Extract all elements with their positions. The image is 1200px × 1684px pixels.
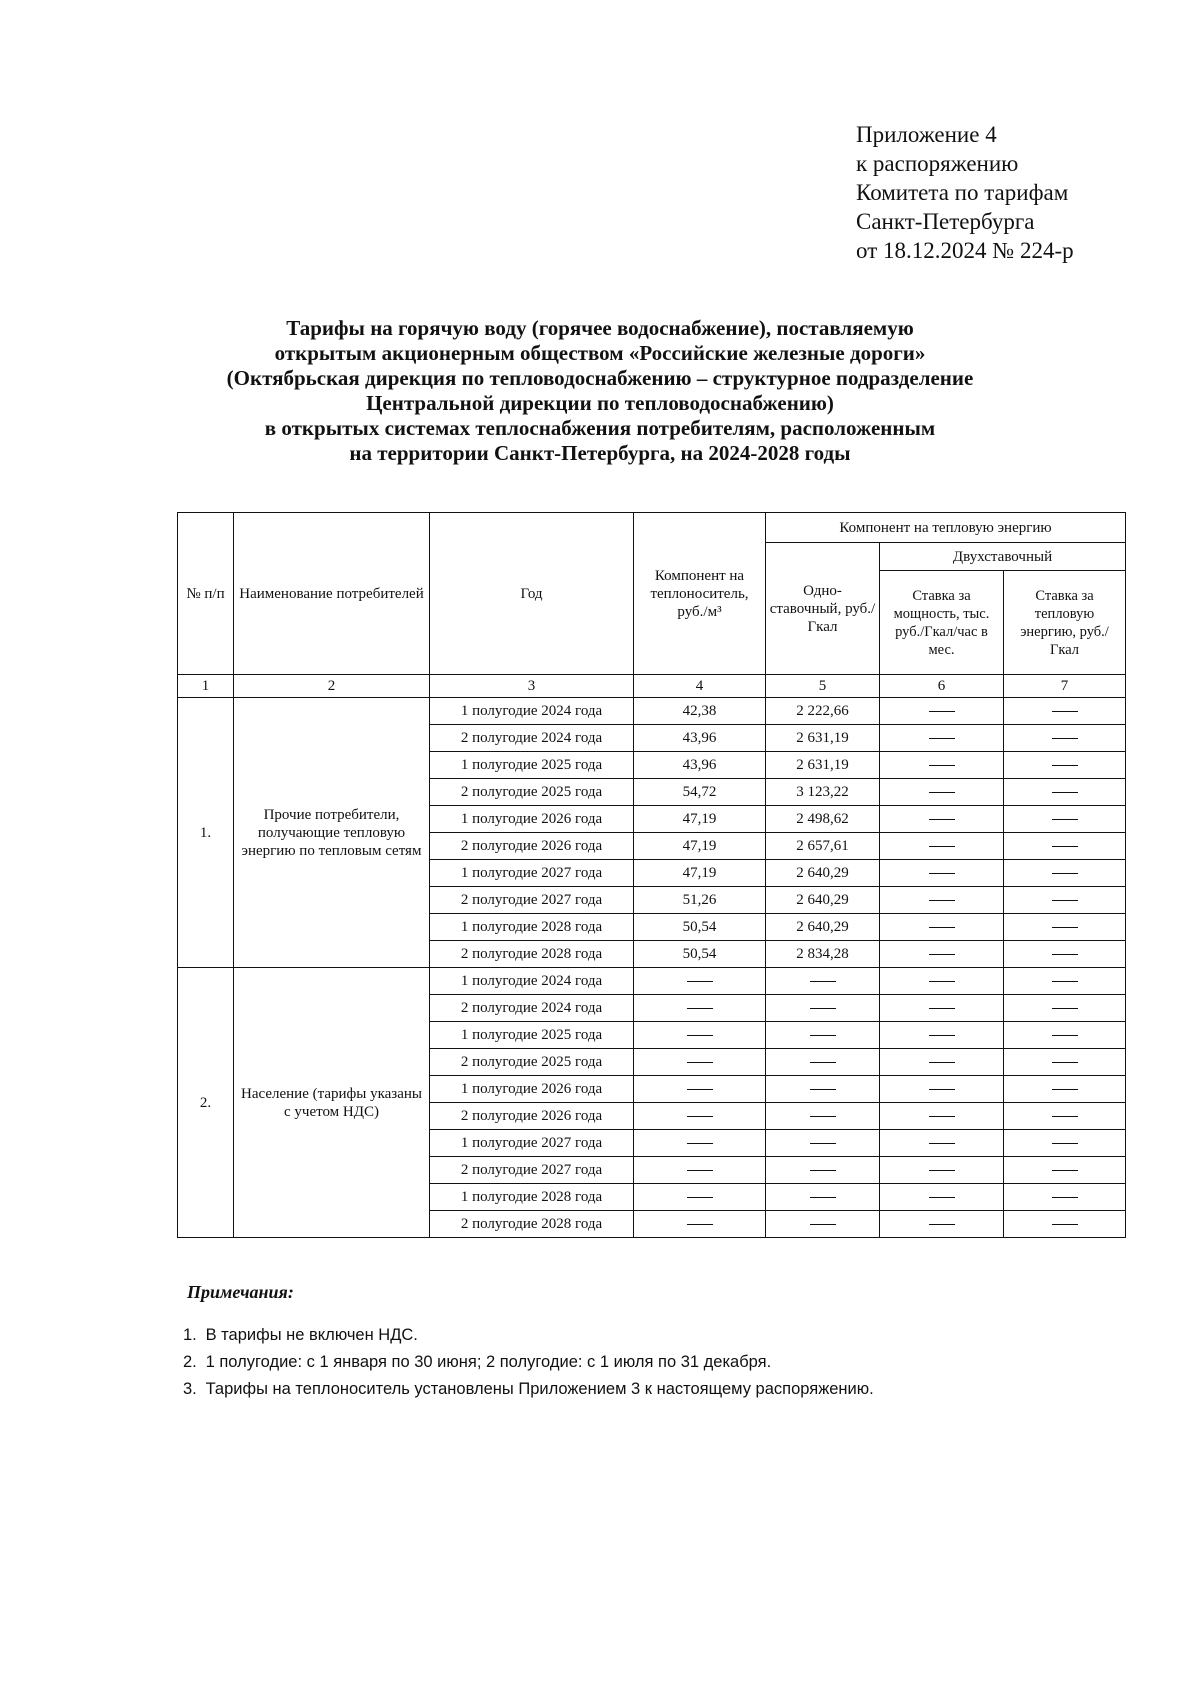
empty-dash xyxy=(810,1062,836,1063)
empty-dash xyxy=(810,1224,836,1225)
header-carrier-component: Компонент на теплоноситель, руб./м³ xyxy=(634,513,766,675)
energy-rate-cell xyxy=(1004,806,1126,833)
single-rate-cell xyxy=(766,968,880,995)
empty-dash xyxy=(1052,1008,1078,1009)
capacity-rate-cell xyxy=(880,806,1004,833)
note-text: 1 полугодие: с 1 января по 30 июня; 2 полугодие: с 1 июля по 31 декабря. xyxy=(205,1353,772,1371)
empty-dash xyxy=(1052,900,1078,901)
energy-rate-cell xyxy=(1004,1076,1126,1103)
empty-dash xyxy=(1052,1089,1078,1090)
empty-dash xyxy=(1052,765,1078,766)
energy-rate-cell xyxy=(1004,914,1126,941)
carrier-cell: 50,54 xyxy=(634,941,766,968)
single-rate-cell xyxy=(766,1157,880,1184)
empty-dash xyxy=(929,1035,955,1036)
empty-dash xyxy=(687,981,713,982)
energy-rate-cell xyxy=(1004,1022,1126,1049)
column-number: 7 xyxy=(1004,675,1126,698)
header-energy-component: Компонент на тепловую энергию xyxy=(766,513,1126,543)
single-rate-cell xyxy=(766,1022,880,1049)
energy-rate-cell xyxy=(1004,698,1126,725)
single-rate-cell: 2 631,19 xyxy=(766,752,880,779)
title-line: Центральной дирекции по тепловодоснабжению) xyxy=(366,391,834,415)
energy-rate-cell xyxy=(1004,1211,1126,1238)
capacity-rate-cell xyxy=(880,1076,1004,1103)
column-number: 2 xyxy=(234,675,430,698)
capacity-rate-cell xyxy=(880,1022,1004,1049)
note-item xyxy=(183,1349,874,1376)
empty-dash xyxy=(929,1143,955,1144)
carrier-cell: 47,19 xyxy=(634,833,766,860)
carrier-cell xyxy=(634,968,766,995)
appendix-line: Комитета по тарифам xyxy=(856,180,1069,205)
empty-dash xyxy=(810,1008,836,1009)
empty-dash xyxy=(1052,1197,1078,1198)
carrier-cell: 54,72 xyxy=(634,779,766,806)
empty-dash xyxy=(929,1089,955,1090)
header-capacity-rate: Ставка за мощность, тыс. руб./Гкал/час в мес. xyxy=(880,571,1004,675)
column-number: 4 xyxy=(634,675,766,698)
empty-dash xyxy=(810,981,836,982)
energy-rate-cell xyxy=(1004,1103,1126,1130)
period-cell: 1 полугодие 2026 года xyxy=(430,806,634,833)
note-text: Тарифы на теплоноситель установлены Приложением 3 к настоящему распоряжению. xyxy=(205,1380,874,1398)
period-cell: 1 полугодие 2025 года xyxy=(430,1022,634,1049)
single-rate-cell xyxy=(766,1130,880,1157)
energy-rate-cell xyxy=(1004,752,1126,779)
single-rate-cell: 3 123,22 xyxy=(766,779,880,806)
note-item xyxy=(183,1376,874,1403)
empty-dash xyxy=(687,1143,713,1144)
period-cell: 2 полугодие 2026 года xyxy=(430,1103,634,1130)
empty-dash xyxy=(1052,711,1078,712)
carrier-cell xyxy=(634,1157,766,1184)
empty-dash xyxy=(1052,738,1078,739)
carrier-cell xyxy=(634,1184,766,1211)
empty-dash xyxy=(929,873,955,874)
carrier-cell: 50,54 xyxy=(634,914,766,941)
empty-dash xyxy=(1052,1224,1078,1225)
empty-dash xyxy=(1052,1143,1078,1144)
empty-dash xyxy=(1052,873,1078,874)
carrier-cell xyxy=(634,1103,766,1130)
empty-dash xyxy=(929,927,955,928)
header-num: № п/п xyxy=(178,513,234,675)
empty-dash xyxy=(929,846,955,847)
title-line: (Октябрьская дирекция по тепловодоснабжению – структурное подразделение xyxy=(226,366,974,390)
empty-dash xyxy=(1052,1170,1078,1171)
energy-rate-cell xyxy=(1004,995,1126,1022)
appendix-header xyxy=(856,120,1074,265)
capacity-rate-cell xyxy=(880,995,1004,1022)
column-number: 3 xyxy=(430,675,634,698)
period-cell: 2 полугодие 2025 года xyxy=(430,779,634,806)
carrier-cell xyxy=(634,1130,766,1157)
energy-rate-cell xyxy=(1004,1049,1126,1076)
period-cell: 1 полугодие 2026 года xyxy=(430,1076,634,1103)
carrier-cell xyxy=(634,995,766,1022)
header-single-rate: Одно-ставочный, руб./Гкал xyxy=(766,543,880,675)
energy-rate-cell xyxy=(1004,779,1126,806)
capacity-rate-cell xyxy=(880,1103,1004,1130)
carrier-cell: 42,38 xyxy=(634,698,766,725)
empty-dash xyxy=(687,1224,713,1225)
empty-dash xyxy=(929,765,955,766)
empty-dash xyxy=(1052,846,1078,847)
title-line: Тарифы на горячую воду (горячее водоснабжение), поставляемую xyxy=(286,316,914,340)
period-cell: 1 полугодие 2024 года xyxy=(430,698,634,725)
note-number: 2. xyxy=(183,1353,197,1371)
period-cell: 1 полугодие 2025 года xyxy=(430,752,634,779)
empty-dash xyxy=(810,1089,836,1090)
single-rate-cell: 2 498,62 xyxy=(766,806,880,833)
note-number: 3. xyxy=(183,1380,197,1398)
empty-dash xyxy=(1052,927,1078,928)
empty-dash xyxy=(687,1089,713,1090)
empty-dash xyxy=(929,1170,955,1171)
empty-dash xyxy=(1052,954,1078,955)
empty-dash xyxy=(929,1224,955,1225)
table-row xyxy=(178,968,1126,995)
empty-dash xyxy=(929,738,955,739)
capacity-rate-cell xyxy=(880,725,1004,752)
period-cell: 1 полугодие 2028 года xyxy=(430,1184,634,1211)
single-rate-cell xyxy=(766,1184,880,1211)
carrier-cell xyxy=(634,1049,766,1076)
empty-dash xyxy=(929,819,955,820)
single-rate-cell: 2 640,29 xyxy=(766,860,880,887)
carrier-cell: 43,96 xyxy=(634,725,766,752)
group-number: 2. xyxy=(178,968,234,1238)
empty-dash xyxy=(1052,819,1078,820)
group-number: 1. xyxy=(178,698,234,968)
single-rate-cell xyxy=(766,995,880,1022)
single-rate-cell: 2 640,29 xyxy=(766,887,880,914)
empty-dash xyxy=(1052,1062,1078,1063)
empty-dash xyxy=(1052,792,1078,793)
energy-rate-cell xyxy=(1004,833,1126,860)
header-energy-rate: Ставка за тепловую энергию, руб./Гкал xyxy=(1004,571,1126,675)
column-number: 6 xyxy=(880,675,1004,698)
empty-dash xyxy=(929,954,955,955)
energy-rate-cell xyxy=(1004,1130,1126,1157)
carrier-cell: 43,96 xyxy=(634,752,766,779)
single-rate-cell: 2 640,29 xyxy=(766,914,880,941)
single-rate-cell xyxy=(766,1049,880,1076)
appendix-line: Санкт-Петербурга xyxy=(856,209,1035,234)
single-rate-cell xyxy=(766,1103,880,1130)
empty-dash xyxy=(687,1035,713,1036)
header-year: Год xyxy=(430,513,634,675)
empty-dash xyxy=(929,1197,955,1198)
capacity-rate-cell xyxy=(880,887,1004,914)
notes-heading: Примечания: xyxy=(187,1282,294,1302)
single-rate-cell: 2 631,19 xyxy=(766,725,880,752)
empty-dash xyxy=(1052,1116,1078,1117)
period-cell: 2 полугодие 2026 года xyxy=(430,833,634,860)
document-title xyxy=(120,316,1080,466)
empty-dash xyxy=(929,900,955,901)
capacity-rate-cell xyxy=(880,779,1004,806)
table-row xyxy=(178,698,1126,725)
group-consumer: Население (тарифы указаны с учетом НДС) xyxy=(234,968,430,1238)
empty-dash xyxy=(810,1035,836,1036)
capacity-rate-cell xyxy=(880,941,1004,968)
period-cell: 1 полугодие 2027 года xyxy=(430,1130,634,1157)
energy-rate-cell xyxy=(1004,725,1126,752)
appendix-line: Приложение 4 xyxy=(856,122,997,147)
title-line: на территории Санкт-Петербурга, на 2024-2028 годы xyxy=(349,441,851,465)
single-rate-cell xyxy=(766,1076,880,1103)
note-text: В тарифы не включен НДС. xyxy=(205,1326,418,1344)
capacity-rate-cell xyxy=(880,1211,1004,1238)
empty-dash xyxy=(687,1062,713,1063)
empty-dash xyxy=(810,1197,836,1198)
capacity-rate-cell xyxy=(880,1184,1004,1211)
energy-rate-cell xyxy=(1004,968,1126,995)
carrier-cell: 47,19 xyxy=(634,860,766,887)
capacity-rate-cell xyxy=(880,860,1004,887)
capacity-rate-cell xyxy=(880,833,1004,860)
note-number: 1. xyxy=(183,1326,197,1344)
header-consumer: Наименование потребителей xyxy=(234,513,430,675)
empty-dash xyxy=(810,1143,836,1144)
capacity-rate-cell xyxy=(880,752,1004,779)
appendix-line: от 18.12.2024 № 224-р xyxy=(856,238,1074,263)
period-cell: 2 полугодие 2024 года xyxy=(430,995,634,1022)
empty-dash xyxy=(687,1170,713,1171)
capacity-rate-cell xyxy=(880,968,1004,995)
carrier-cell xyxy=(634,1211,766,1238)
period-cell: 2 полугодие 2024 года xyxy=(430,725,634,752)
carrier-cell: 47,19 xyxy=(634,806,766,833)
empty-dash xyxy=(1052,981,1078,982)
capacity-rate-cell xyxy=(880,1130,1004,1157)
carrier-cell: 51,26 xyxy=(634,887,766,914)
empty-dash xyxy=(929,1116,955,1117)
single-rate-cell: 2 222,66 xyxy=(766,698,880,725)
carrier-cell xyxy=(634,1076,766,1103)
period-cell: 1 полугодие 2028 года xyxy=(430,914,634,941)
empty-dash xyxy=(810,1170,836,1171)
capacity-rate-cell xyxy=(880,1049,1004,1076)
column-number: 5 xyxy=(766,675,880,698)
empty-dash xyxy=(929,711,955,712)
column-number: 1 xyxy=(178,675,234,698)
energy-rate-cell xyxy=(1004,941,1126,968)
period-cell: 2 полугодие 2028 года xyxy=(430,941,634,968)
notes-list xyxy=(183,1322,874,1403)
period-cell: 1 полугодие 2024 года xyxy=(430,968,634,995)
single-rate-cell: 2 834,28 xyxy=(766,941,880,968)
empty-dash xyxy=(929,1008,955,1009)
period-cell: 1 полугодие 2027 года xyxy=(430,860,634,887)
carrier-cell xyxy=(634,1022,766,1049)
empty-dash xyxy=(1052,1035,1078,1036)
single-rate-cell xyxy=(766,1211,880,1238)
empty-dash xyxy=(810,1116,836,1117)
title-line: в открытых системах теплоснабжения потребителям, расположенным xyxy=(264,416,936,440)
capacity-rate-cell xyxy=(880,698,1004,725)
tariff-table-body xyxy=(178,698,1126,1238)
empty-dash xyxy=(929,792,955,793)
header-two-part: Двухставочный xyxy=(880,543,1126,571)
energy-rate-cell xyxy=(1004,860,1126,887)
title-line: открытым акционерным обществом «Российские железные дороги» xyxy=(274,341,926,365)
energy-rate-cell xyxy=(1004,1184,1126,1211)
column-numbers-row xyxy=(178,675,1126,698)
energy-rate-cell xyxy=(1004,1157,1126,1184)
empty-dash xyxy=(687,1008,713,1009)
empty-dash xyxy=(687,1197,713,1198)
period-cell: 2 полугодие 2028 года xyxy=(430,1211,634,1238)
period-cell: 2 полугодие 2027 года xyxy=(430,1157,634,1184)
single-rate-cell: 2 657,61 xyxy=(766,833,880,860)
empty-dash xyxy=(929,981,955,982)
energy-rate-cell xyxy=(1004,887,1126,914)
empty-dash xyxy=(687,1116,713,1117)
period-cell: 2 полугодие 2025 года xyxy=(430,1049,634,1076)
group-consumer: Прочие потребители, получающие тепловую энергию по тепловым сетям xyxy=(234,698,430,968)
period-cell: 2 полугодие 2027 года xyxy=(430,887,634,914)
note-item xyxy=(183,1322,874,1349)
tariff-table xyxy=(177,512,1126,1238)
capacity-rate-cell xyxy=(880,1157,1004,1184)
capacity-rate-cell xyxy=(880,914,1004,941)
empty-dash xyxy=(929,1062,955,1063)
appendix-line: к распоряжению xyxy=(856,151,1019,176)
